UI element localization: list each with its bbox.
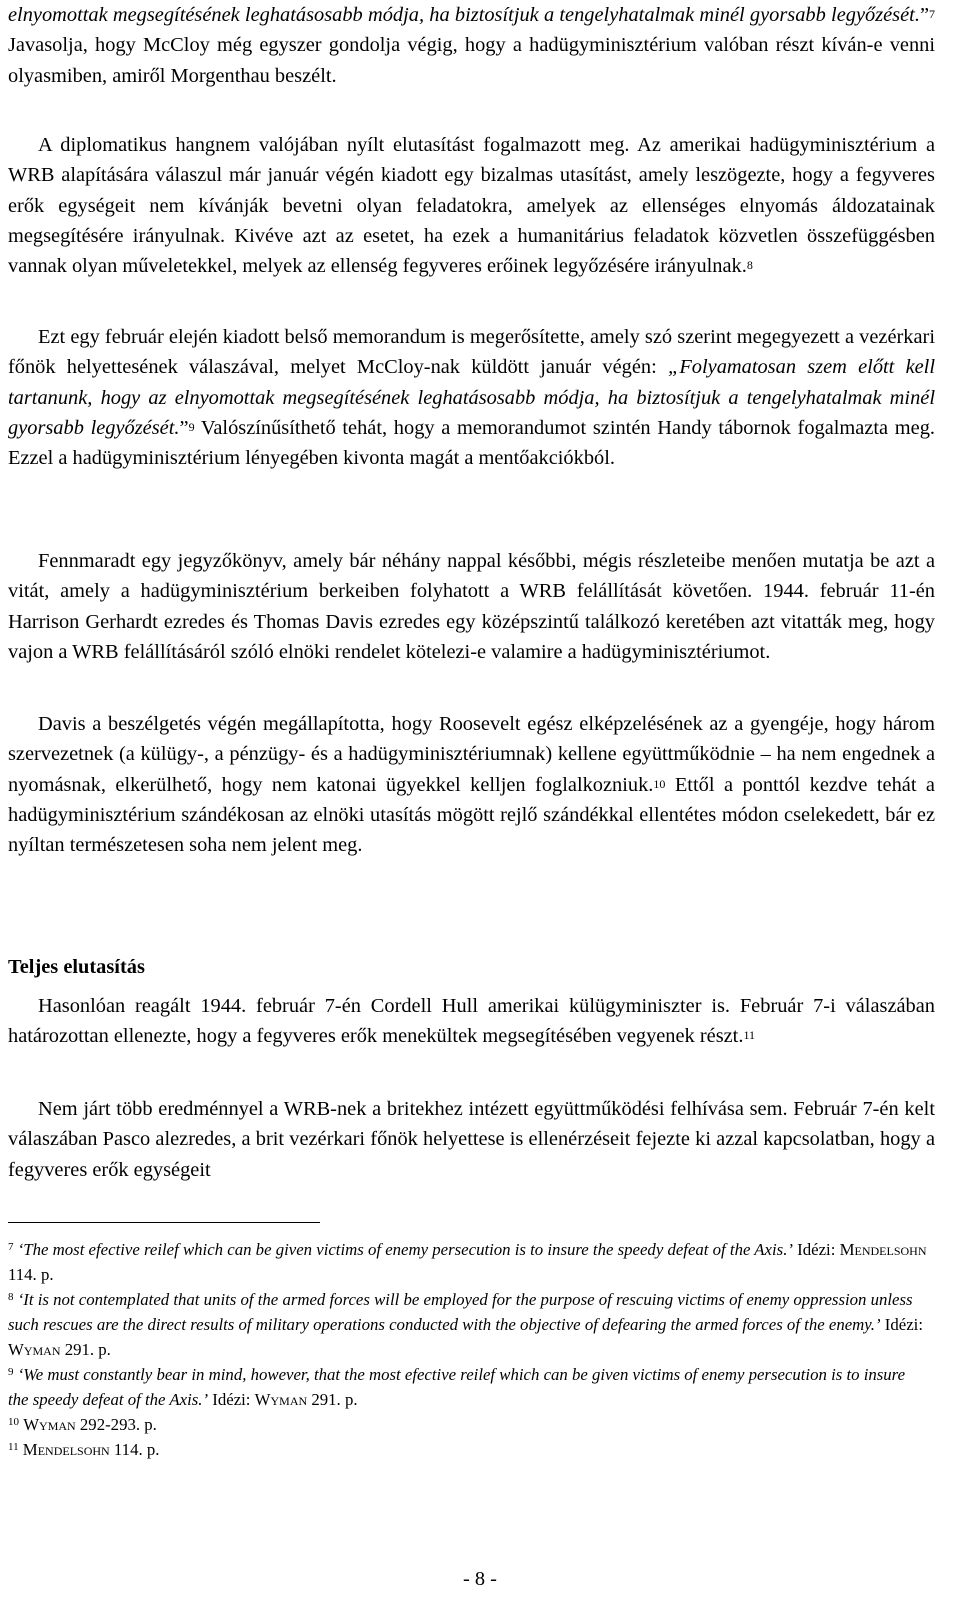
quote-italic: elnyomottak megsegítésének leghatásosabb módja, ha biztosítjuk a tengelyhatalmak minél gyorsabb legyőzését. — [8, 4, 920, 26]
footnote-quote: ‘It is not contemplated that units of the armed forces will be employed for the purpose of rescuing victims of enemy oppression unless such rescues are the direct results of military operations conducted with the objective of defearing the armed forces of the enemy.’ — [8, 1290, 913, 1334]
paragraph-continuation — [8, 0, 935, 91]
footnote-page: 291. p. — [60, 1340, 111, 1359]
footnote-author: Wyman — [254, 1390, 308, 1409]
footnote-11 — [8, 1437, 928, 1462]
paragraph-text: Hasonlóan reagált 1944. február 7-én Cordell Hull amerikai külügyminiszter is. Február 7-i válaszában határozottan ellenezte, hogy a fegyveres erők menekültek megsegítésében vegyenek részt. — [8, 995, 935, 1048]
footnote-number: 9 — [8, 1366, 14, 1378]
footnote-number: 8 — [8, 1291, 14, 1303]
footnote-author: Mendelsohn — [839, 1240, 927, 1259]
footnote-quote: ‘We must constantly bear in mind, however, that the most efective reilef which can be given victims of enemy persecution is to insure the speedy defeat of the Axis.’ — [8, 1365, 906, 1409]
footnote-author: Mendelsohn — [22, 1440, 110, 1459]
page-number: - 8 - — [463, 1568, 497, 1590]
quote-italic: „Folyamatosan szem előtt kell tartanunk, hogy az elnyomottak megsegítésének leghatásosabb módja, ha biztosítjuk a tengelyhatalmak minél gyorsabb legyőzését. — [8, 356, 936, 439]
footnote-ref-8[interactable]: 8 — [746, 258, 753, 273]
footnote-7 — [8, 1237, 928, 1287]
paragraph-text: Ezt egy február elején kiadott belső memorandum is megerősítette, amely szó szerint megegyezett a vezérkari főnök helyettesének válaszával, melyet McCloy-nak küldött január végén: — [8, 326, 935, 379]
paragraph-text: Nem járt több eredménnyel a WRB-nek a britekhez intézett együttműködési felhívása sem. Február 7-én kelt válaszában Pasco alezredes, a brit vezérkari főnök helyettese is ellenérzéseit fejezte ki azzal kapcsolatban, hogy a fegyveres erők egységeit — [8, 1098, 935, 1181]
footnote-number: 7 — [8, 1241, 14, 1253]
paragraph-protocol — [8, 546, 935, 667]
footnote-number: 10 — [8, 1416, 19, 1428]
paragraph-british — [8, 1094, 935, 1185]
paragraph-text: A diplomatikus hangnem valójában nyílt elutasítást fogalmazott meg. Az amerikai hadügyminisztérium a WRB alapítására válaszul már január végén kiadott egy bizalmas utasítást, amely leszögezte, hogy a fegyveres erők egységeit nem kívánják bevetni olyan feladatokra, amelyek az ellenséges elnyomás áldozatainak megsegítésére irányulnak. Kivéve azt az esetet, ha ezek a humanitárius feladatok közvetlen összefüggésben vannak olyan műveletekkel, melyek az ellenség fegyveres erőinek legyőzésére irányulnak. — [8, 134, 935, 278]
quote-mark: ” — [919, 4, 929, 26]
footnote-cite-prefix: Idézi: — [792, 1240, 840, 1259]
footnote-number: 11 — [8, 1441, 19, 1453]
paragraph-text: Davis a beszélgetés végén megállapította, hogy Roosevelt egész elképzelésének az a gyengéje, hogy három szervezetnek (a külügy-, a pénzügy- és a hadügyminisztériumnak) kellene együttműködnie – ha nem engednek a nyomásnak, elkerülhető, hogy nem katonai ügyekkel kelljen foglalkozniuk. — [8, 713, 935, 796]
paragraph-text: Fennmaradt egy jegyzőkönyv, amely bár néhány nappal későbbi, mégis részleteibe menően mutatja be azt a vitát, amely a hadügyminisztérium berkeiben folyhatott a WRB felállítását követően. 1944. február 11-én Harrison Gerhardt ezredes és Thomas Davis ezredes egy középszintű találkozó keretében azt vitatták meg, hogy vajon a WRB felállításáról szóló elnöki rendelet kötelezi-e valamire a hadügyminisztériumot. — [8, 550, 935, 663]
footnote-ref-9[interactable]: 9 — [188, 419, 195, 434]
footnote-separator — [8, 1222, 320, 1223]
footnote-9 — [8, 1362, 928, 1412]
footnote-10 — [8, 1412, 928, 1437]
footnote-8 — [8, 1287, 928, 1362]
footnote-cite-prefix: Idézi: — [880, 1315, 923, 1334]
footnote-ref-7[interactable]: 7 — [929, 7, 935, 21]
footnote-quote: ‘The most efective reilef which can be given victims of enemy persecution is to insure the speedy defeat of the Axis.’ — [17, 1240, 793, 1259]
paragraph-text: Javasolja, hogy McCloy még egyszer gondolja végig, hogy a hadügyminisztérium valóban részt kíván-e venni olyasmiben, amiről Morgenthau beszélt. — [8, 34, 935, 87]
footnote-page: 292-293. p. — [75, 1415, 157, 1434]
footnote-page: 114. p. — [109, 1440, 160, 1459]
footnote-ref-11[interactable]: 11 — [743, 1028, 755, 1043]
footnote-cite-prefix: Idézi: — [208, 1390, 255, 1409]
paragraph-memorandum — [8, 322, 935, 473]
footnote-author: Wyman — [8, 1340, 61, 1359]
footnote-page: 114. p. — [8, 1265, 54, 1284]
footnote-page: 291. p. — [307, 1390, 358, 1409]
quote-mark: ” — [179, 416, 189, 439]
footnote-author: Wyman — [23, 1415, 76, 1434]
paragraph-diplomatic — [8, 130, 935, 281]
paragraph-text: Ettől a ponttól kezdve tehát a hadügyminisztérium szándékosan az elnöki utasítás mögött rejlő szándékkal ellentétes módon cselekedett, bár ez nyíltan természetesen soha nem jelent meg. — [8, 773, 935, 857]
section-heading: Teljes elutasítás — [8, 956, 145, 978]
paragraph-hull — [8, 991, 935, 1052]
paragraph-text: Valószínűsíthető tehát, hogy a memorandumot szintén Handy tábornok fogalmazta meg. Ezzel a hadügyminisztérium lényegében kivonta magát a mentőakciókból. — [8, 416, 936, 470]
footnote-ref-10[interactable]: 10 — [653, 776, 666, 791]
paragraph-davis — [8, 709, 935, 860]
